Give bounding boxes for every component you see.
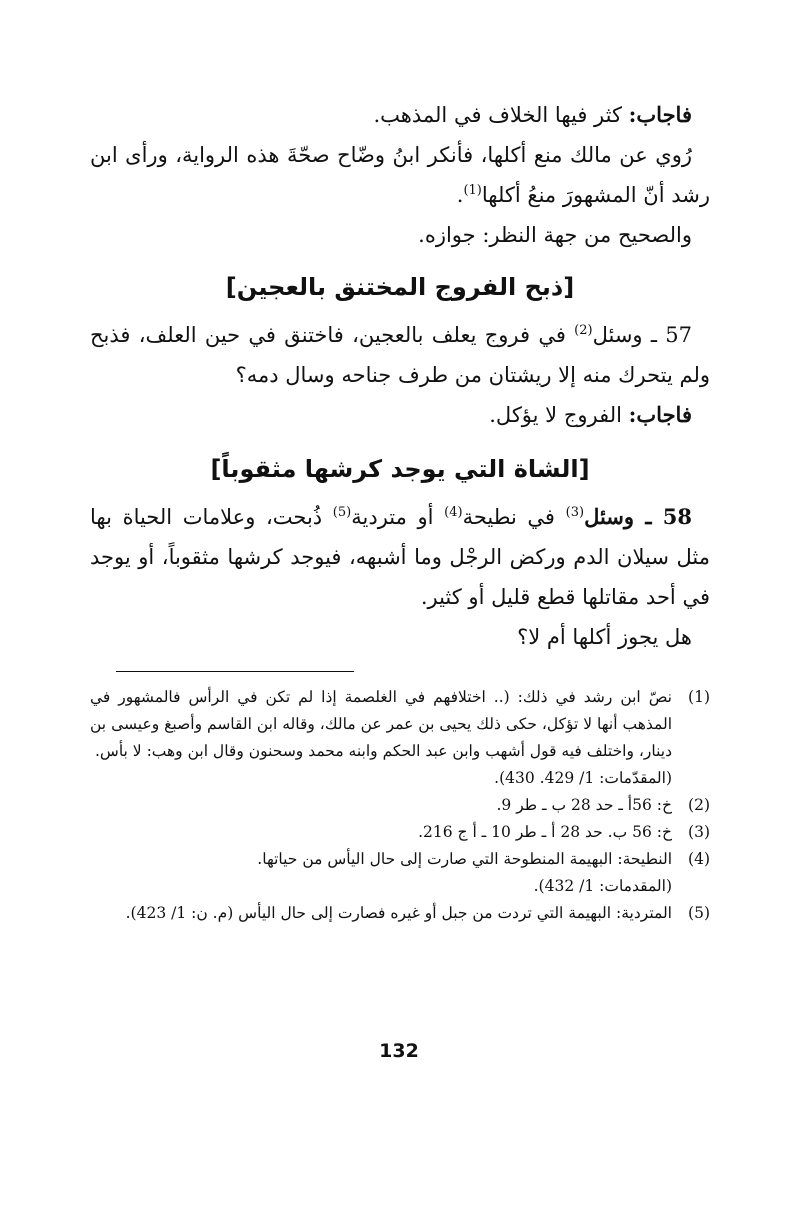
footnote-4 [90,846,710,900]
footnote-ref-1[interactable]: (1) [463,183,482,198]
answer-57-label: فاجاب: [628,402,692,427]
answer-paragraph-1 [90,95,710,135]
opinion-paragraph [90,215,710,255]
page-number: 132 [379,1040,419,1062]
question-58: 58 ـ وسئل$^{(3)}$ في نطيحة$^{(4)}$ أو متردية$^{(5)}$ ذُبحت، وعلامات الحياة بها مثل سيلان الدم وركض الرجْل وما أشبهه، فيوجد كرشها مثقوباً، أو يوجد في أحد مقاتلها قطع قليل أو كثير. [90,504,710,609]
footnote-line: نصّ ابن رشد في ذلك: (.. اختلافهم في الغلصمة إذا لم تكن في الرأس فالمشهور في المذهب أنها لا تؤكل، حكى ذلك يحيى بن عمر عن مالك، وقاله ابن القاسم وأصبغ وعيسى بن دينار، واختلف فيه قول أشهب وابن عبد الحكم وابنه محمد وسحنون وقال ابن وهب: لا بأس. [90,688,672,760]
footnote-number: (3) [688,823,710,841]
narration-text: رُوي عن مالك منع أكلها، فأنكر ابنُ وضّاح صحّةَ هذه الرواية، ورأى ابن رشد أنّ المشهورَ منعُ أكلها [90,143,710,207]
question-58-number: 58 ـ وسئل [584,504,692,529]
footnote-ref-3[interactable]: (3) [565,505,585,520]
footnote-number: (2) [688,796,710,814]
footnote-ref-2[interactable]: (2) [574,323,593,338]
footnotes [90,684,710,927]
question-58-ask-text: هل يجوز أكلها أم لا؟ [517,625,692,649]
footnote-number: (5) [688,904,710,922]
narration-paragraph: رُوي عن مالك منع أكلها، فأنكر ابنُ وضّاح صحّةَ هذه الرواية، ورأى ابن رشد أنّ المشهورَ منعُ أكلها$^{(1)}$. [90,143,710,207]
footnote-number: (1) [688,688,710,706]
footnote-line: النطيحة: البهيمة المنطوحة التي صارت إلى حال اليأس من حياتها. [257,850,672,868]
footnote-divider [116,671,354,672]
footnote-2 [90,792,710,819]
question-57 [90,315,710,395]
footnote-number: (4) [688,850,710,868]
footnote-5 [90,900,710,927]
footnote-line: المتردية: البهيمة التي تردت من جبل أو غيره فصارت إلى حال اليأس (م. ن: 1/ 423). [125,904,672,922]
footnote-ref-5[interactable]: (5) [332,505,352,520]
footnote-3 [90,819,710,846]
footnote-line: (المقدّمات: 1/ 429. 430). [494,769,672,787]
footnote-line: خ: 56 ب. حد 28 أ ـ طر 10 ـ أ ج 216. [418,823,672,841]
footnote-ref-4[interactable]: (4) [444,505,463,520]
page-body [90,95,710,1095]
footnote-line: خ: 56أ ـ حد 28 ب ـ طر 9. [496,796,672,814]
opinion-text: والصحيح من جهة النظر: جوازه. [418,223,692,247]
footnote-line: (المقدمات: 1/ 432). [533,877,672,895]
question-58-ask [90,617,710,657]
section-heading-2: [الشاة التي يوجد كرشها مثقوباً] [210,455,590,483]
question-57-number: 57 ـ وسئل [592,323,692,347]
answer-57 [90,395,710,435]
answer-label: فاجاب: [628,102,692,127]
answer-57-text: الفروج لا يؤكل. [489,403,629,427]
answer-text: كثر فيها الخلاف في المذهب. [373,103,629,127]
section-heading-1: [ذبح الفروج المختنق بالعجين] [225,273,575,301]
footnote-1 [90,684,710,792]
question-57-text: في فروج يعلف بالعجين، فاختنق في حين العلف، فذبح ولم يتحرك منه إلا ريشتان من طرف جناحه وسال دمه؟ [90,323,710,387]
